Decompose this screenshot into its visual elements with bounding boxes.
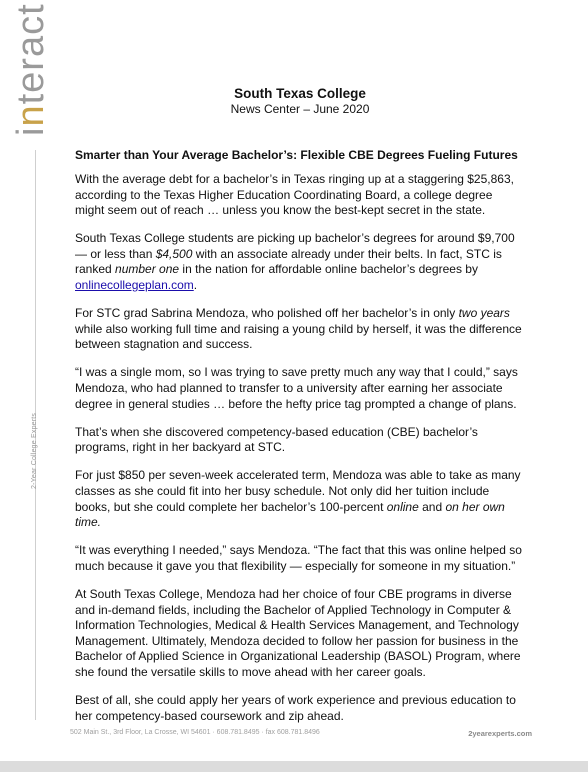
onlinecollegeplan-link[interactable]: onlinecollegeplan.com [75, 278, 194, 293]
document-header [75, 86, 525, 117]
paragraph-8: At South Texas College, Mendoza had her choice of four CBE programs in diverse and in-demand fields, including the Bachelor of Applied Technology in Computer & Information Technologies, Medical & Health Services Management, and Technology Management. Ultimately, Mendoza decided to follow her passion for business in the Bachelor of Applied Science in Organizational Leadership (BASOL) Program, where she found the versatile skills to move ahead with her career goals. [75, 586, 521, 679]
article-body [75, 172, 525, 737]
subhead: News Center – June 2020 [230, 102, 370, 116]
paragraph-1: With the average debt for a bachelor’s in Texas ringing up at a staggering $25,863, according to the Texas Higher Education Coordinating Board, a college degree might seem out of reach … unless you know the best-kept secret in the state. [75, 172, 514, 218]
interact-logo [10, 3, 53, 136]
paragraph-2: South Texas College students are picking up bachelor’s degrees for around $9,700 — or less than $4,500 with an associate already under their belts. In fact, STC is ranked number one in the nation for affordable online bachelor’s degrees by onlinecollegeplan.com. [75, 231, 515, 293]
org-name: South Texas College [234, 86, 366, 101]
paragraph-6: For just $850 per seven-week accelerated term, Mendoza was able to take as many classes as she could fit into her busy schedule. Not only did her tuition include books, but she could complete her bachelor’s 100-percent online and on her own time. [75, 468, 521, 530]
tagline: 2-Year College Experts [31, 412, 38, 489]
viewer-bottom-strip [0, 761, 588, 772]
logo-text-pre: i [10, 126, 52, 136]
article-headline: Smarter than Your Average Bachelor’s: Flexible CBE Degrees Fueling Futures [75, 148, 518, 162]
logo-text-post: teract [10, 3, 52, 105]
footer-website: 2yearexperts.com [468, 729, 532, 738]
paragraph-3: For STC grad Sabrina Mendoza, who polished off her bachelor’s in only two years while also working full time and raising a young child by herself, it was the difference between stagnation and success. [75, 306, 522, 352]
paragraph-7: “It was everything I needed,” says Mendoza. “The fact that this was online helped so much because it gave you that flexibility — especially for someone in my situation.” [75, 543, 522, 573]
paragraph-5: That’s when she discovered competency-based education (CBE) bachelor’s programs, right in her backyard at STC. [75, 424, 478, 455]
logo-text-accent: n [10, 104, 52, 127]
footer-address: 502 Main St., 3rd Floor, La Crosse, WI 54601 · 608.781.8495 · fax 608.781.8496 [70, 729, 320, 736]
paragraph-4: “I was a single mom, so I was trying to save pretty much any way that I could,” says Mendoza, who had planned to transfer to a university after earning her associate degree in general studies … before the hefty price tag prompted a change of plans. [75, 365, 518, 411]
paragraph-9: Best of all, she could apply her years of work experience and previous education to her competency-based coursework and zip ahead. [75, 693, 516, 723]
